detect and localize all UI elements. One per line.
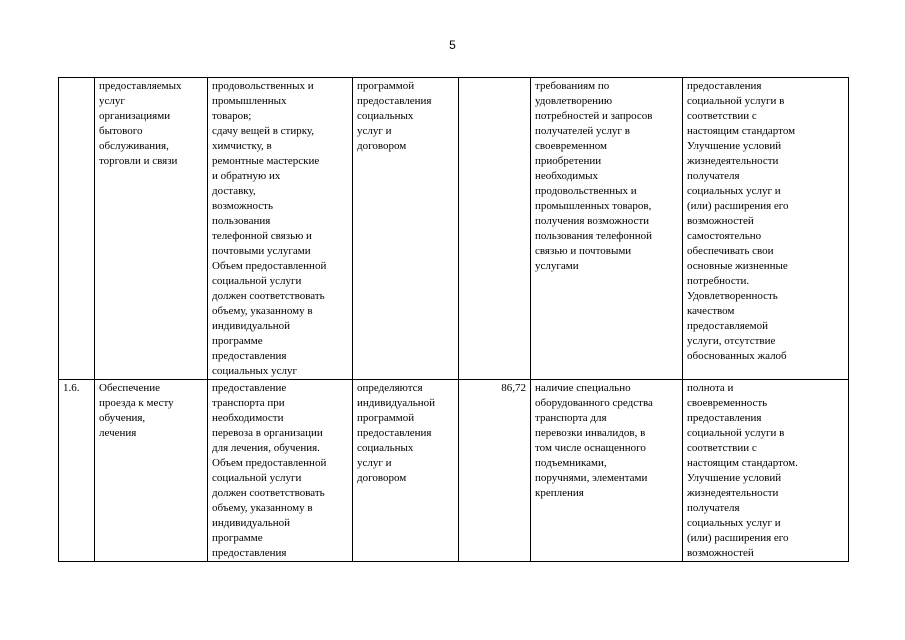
cell-text-line: транспорта при	[212, 397, 285, 409]
cell-text-line: предоставляемых	[99, 80, 182, 92]
cell-text-line: своевременность	[687, 397, 768, 409]
cell-text-line: программе	[212, 335, 263, 347]
cell-text-line: жизнедеятельности	[687, 155, 779, 167]
cell-quality-indicators	[531, 380, 683, 562]
cell-text-line: основные жизненные	[687, 260, 788, 272]
cell-text-line: индивидуальной	[212, 320, 291, 332]
cell-text-line: соответствии с	[687, 110, 757, 122]
cell-text-line: потребности.	[687, 275, 750, 287]
cell-text-line: необходимых	[535, 170, 599, 182]
cell-text-line: социальной услуги в	[687, 427, 785, 439]
cell-text-line: товаров;	[212, 110, 252, 122]
cell-text-line: социальной услуги	[212, 472, 302, 484]
cell-text-line: потребностей и запросов	[535, 110, 653, 122]
cell-text-line: крепления	[535, 487, 584, 499]
cell-text-line: предоставления	[212, 547, 287, 559]
cell-text-line: предоставления	[357, 95, 432, 107]
cell-text-line: подъемниками,	[535, 457, 607, 469]
cell-text-line: ремонтные мастерские	[212, 155, 320, 167]
cell-text-line: оборудованного средства	[535, 397, 653, 409]
cell-text-line: Объем предоставленной	[212, 260, 327, 272]
cell-text-line: своевременном	[535, 140, 607, 152]
cell-text-line: предоставления	[357, 427, 432, 439]
cell-text: 1.6.	[63, 382, 80, 394]
cell-text-line: получения возможности	[535, 215, 650, 227]
cell-text-line: получателя	[687, 170, 740, 182]
cell-text-line: поручнями, элементами	[535, 472, 648, 484]
cell-text-line: полнота и	[687, 382, 734, 394]
cell-text-line: получателей услуг в	[535, 125, 630, 137]
cell-service-name	[95, 78, 208, 380]
cell-text-line: Удовлетворенность	[687, 290, 778, 302]
cell-text-line: услуг	[99, 95, 125, 107]
cell-text-line: требованиям по	[535, 80, 610, 92]
cell-text-line: жизнедеятельности	[687, 487, 779, 499]
cell-text: 86,72	[501, 382, 526, 394]
cell-service-term	[353, 380, 459, 562]
table-row	[59, 78, 849, 380]
cell-text-line: для лечения, обучения.	[212, 442, 320, 454]
cell-text-line: торговли и связи	[99, 155, 178, 167]
cell-text-line: услуг и	[357, 457, 392, 469]
cell-text-line: индивидуальной	[212, 517, 291, 529]
cell-text-line: связью и почтовыми	[535, 245, 632, 257]
cell-text-line: бытового	[99, 125, 143, 137]
cell-text-line: том числе оснащенного	[535, 442, 646, 454]
cell-text-line: соответствии с	[687, 442, 757, 454]
page-number: 5	[449, 38, 456, 52]
cell-number	[59, 380, 95, 562]
cell-text-line: лечения	[99, 427, 137, 439]
cell-text-line: промышленных	[212, 95, 287, 107]
cell-text-line: транспорта для	[535, 412, 607, 424]
cell-result-evaluation	[683, 78, 849, 380]
cell-text-line: услуги, отсутствие	[687, 335, 776, 347]
cell-text-line: определяются	[357, 382, 423, 394]
cell-result-evaluation	[683, 380, 849, 562]
cell-text-line: Улучшение условий	[687, 140, 782, 152]
cell-text-line: обоснованных жалоб	[687, 350, 787, 362]
cell-text-line: продовольственных и	[535, 185, 637, 197]
cell-text-line: социальных	[357, 110, 414, 122]
cell-text-line: организациями	[99, 110, 171, 122]
cell-text-line: должен соответствовать	[212, 290, 325, 302]
cell-service-content	[208, 380, 353, 562]
cell-text-line: наличие специально	[535, 382, 631, 394]
cell-text-line: договором	[357, 140, 407, 152]
cell-text-line: (или) расширения его	[687, 200, 789, 212]
cell-service-content	[208, 78, 353, 380]
cell-text-line: предоставления	[687, 80, 762, 92]
cell-text-line: программой	[357, 412, 415, 424]
cell-text-line: Обеспечение	[99, 382, 160, 394]
cell-text-line: предоставления	[687, 412, 762, 424]
cell-text-line: программой	[357, 80, 415, 92]
cell-text-line: услуг и	[357, 125, 392, 137]
cell-service-term	[353, 78, 459, 380]
cell-text-line: химчистку, в	[212, 140, 272, 152]
cell-text-line: промышленных товаров,	[535, 200, 652, 212]
cell-text-line: возможностей	[687, 215, 754, 227]
cell-text-line: проезда к месту	[99, 397, 174, 409]
cell-number	[59, 78, 95, 380]
cell-text-line: самостоятельно	[687, 230, 762, 242]
table-body	[59, 78, 849, 562]
cell-text-line: Объем предоставленной	[212, 457, 327, 469]
cell-text-line: пользования телефонной	[535, 230, 653, 242]
cell-text-line: предоставление	[212, 382, 287, 394]
cell-text-line: настоящим стандартом	[687, 125, 796, 137]
cell-tariff	[459, 380, 531, 562]
cell-text-line: объему, указанному в	[212, 502, 313, 514]
services-table	[58, 77, 849, 562]
cell-text-line: социальной услуги	[212, 275, 302, 287]
cell-text-line: предоставляемой	[687, 320, 769, 332]
cell-text-line: получателя	[687, 502, 740, 514]
cell-text-line: договором	[357, 472, 407, 484]
cell-text-line: услугами	[535, 260, 579, 272]
cell-text-line: настоящим стандартом.	[687, 457, 798, 469]
cell-text-line: сдачу вещей в стирку,	[212, 125, 315, 137]
cell-text-line: продовольственных и	[212, 80, 314, 92]
cell-text-line: возможностей	[687, 547, 754, 559]
cell-text-line: социальных	[357, 442, 414, 454]
cell-text-line: телефонной связью и	[212, 230, 312, 242]
cell-text-line: индивидуальной	[357, 397, 436, 409]
cell-text-line: доставку,	[212, 185, 256, 197]
table-row	[59, 380, 849, 562]
cell-text-line: почтовыми услугами	[212, 245, 311, 257]
cell-text-line: социальных услуг и	[687, 185, 781, 197]
cell-text-line: объему, указанному в	[212, 305, 313, 317]
cell-text-line: перевозки инвалидов, в	[535, 427, 646, 439]
cell-text-line: необходимости	[212, 412, 284, 424]
cell-tariff	[459, 78, 531, 380]
cell-service-name	[95, 380, 208, 562]
cell-text-line: обучения,	[99, 412, 146, 424]
cell-text-line: перевоза в организации	[212, 427, 323, 439]
cell-text-line: обслуживания,	[99, 140, 169, 152]
cell-text-line: (или) расширения его	[687, 532, 789, 544]
cell-text-line: обеспечивать свои	[687, 245, 774, 257]
cell-text-line: должен соответствовать	[212, 487, 325, 499]
cell-text-line: Улучшение условий	[687, 472, 782, 484]
cell-text-line: предоставления	[212, 350, 287, 362]
cell-text-line: приобретении	[535, 155, 602, 167]
cell-text-line: социальных услуг	[212, 365, 298, 377]
cell-text-line: удовлетворению	[535, 95, 613, 107]
cell-text-line: качеством	[687, 305, 735, 317]
cell-text-line: программе	[212, 532, 263, 544]
cell-text-line: социальных услуг и	[687, 517, 781, 529]
cell-text-line: пользования	[212, 215, 271, 227]
cell-text-line: социальной услуги в	[687, 95, 785, 107]
cell-text-line: возможность	[212, 200, 273, 212]
cell-quality-indicators	[531, 78, 683, 380]
cell-text-line: и обратную их	[212, 170, 281, 182]
